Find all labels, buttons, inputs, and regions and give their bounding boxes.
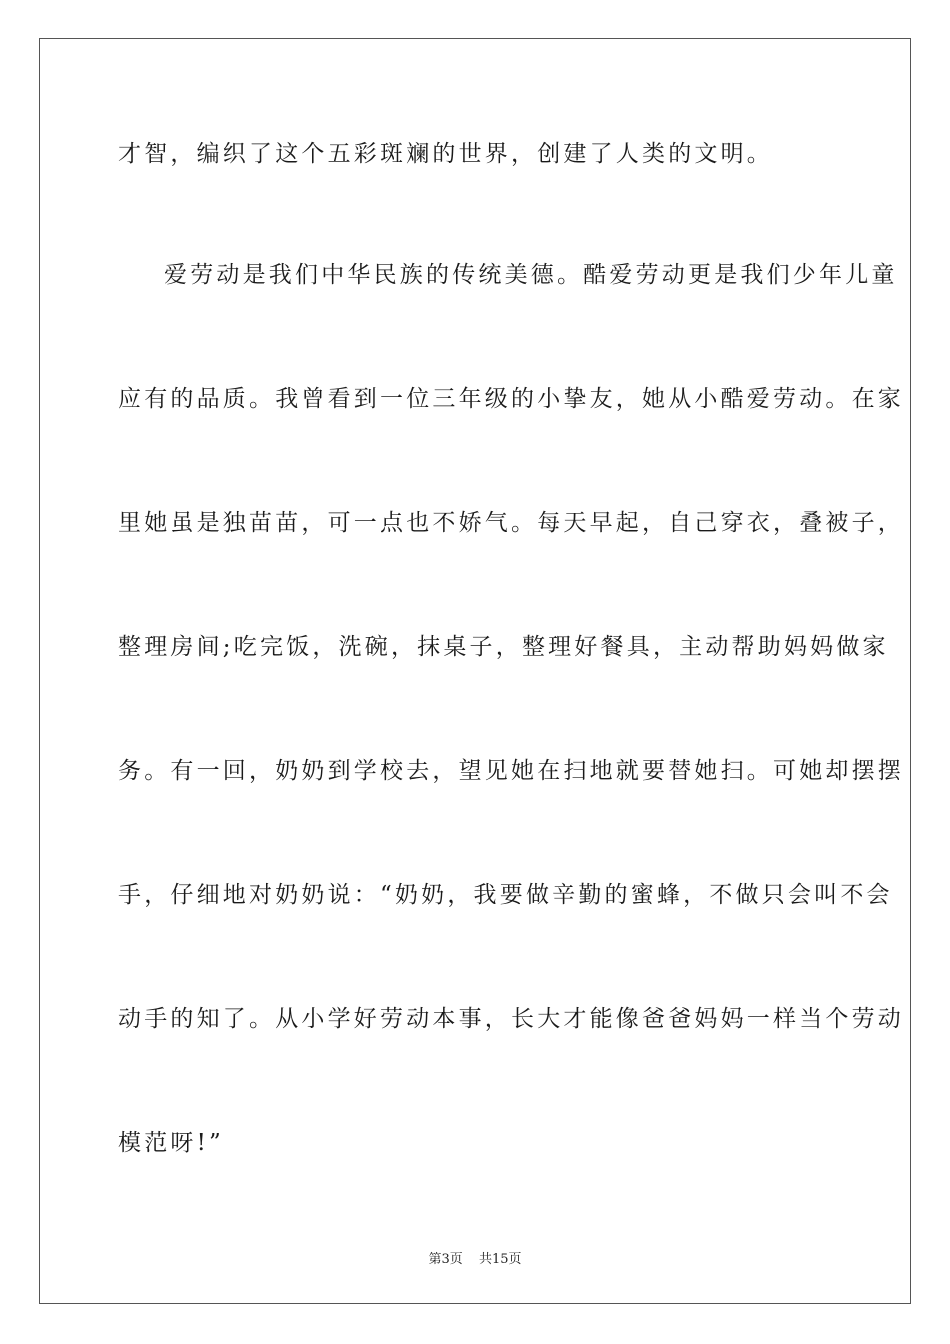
text-line: 模范呀!” (118, 1130, 225, 1156)
text-line: 应有的品质。我曾看到一位三年级的小挚友，她从小酷爱劳动。在家 (118, 386, 904, 412)
text-line: 手，仔细地对奶奶说：“奶奶，我要做辛勤的蜜蜂，不做只会叫不会 (118, 882, 893, 908)
paragraph-first-line: 爱劳动是我们中华民族的传统美德。酷爱劳动更是我们少年儿童 (164, 262, 898, 288)
page-total: 共15页 (478, 1252, 522, 1267)
text-line: 务。有一回，奶奶到学校去，望见她在扫地就要替她扫。可她却摆摆 (118, 758, 904, 784)
page-number: 第3页 (428, 1252, 463, 1267)
text-line: 里她虽是独苗苗，可一点也不娇气。每天早起，自己穿衣，叠被子， (118, 510, 904, 536)
text-line: 整理房间;吃完饭，洗碗，抹桌子，整理好餐具，主动帮助妈妈做家 (118, 634, 889, 660)
text-line: 动手的知了。从小学好劳动本事，长大才能像爸爸妈妈一样当个劳动 (118, 1006, 904, 1032)
text-line: 才智，编织了这个五彩斑斓的世界，创建了人类的文明。 (118, 141, 773, 167)
page-border (39, 38, 911, 1304)
page-footer (0, 1248, 950, 1267)
